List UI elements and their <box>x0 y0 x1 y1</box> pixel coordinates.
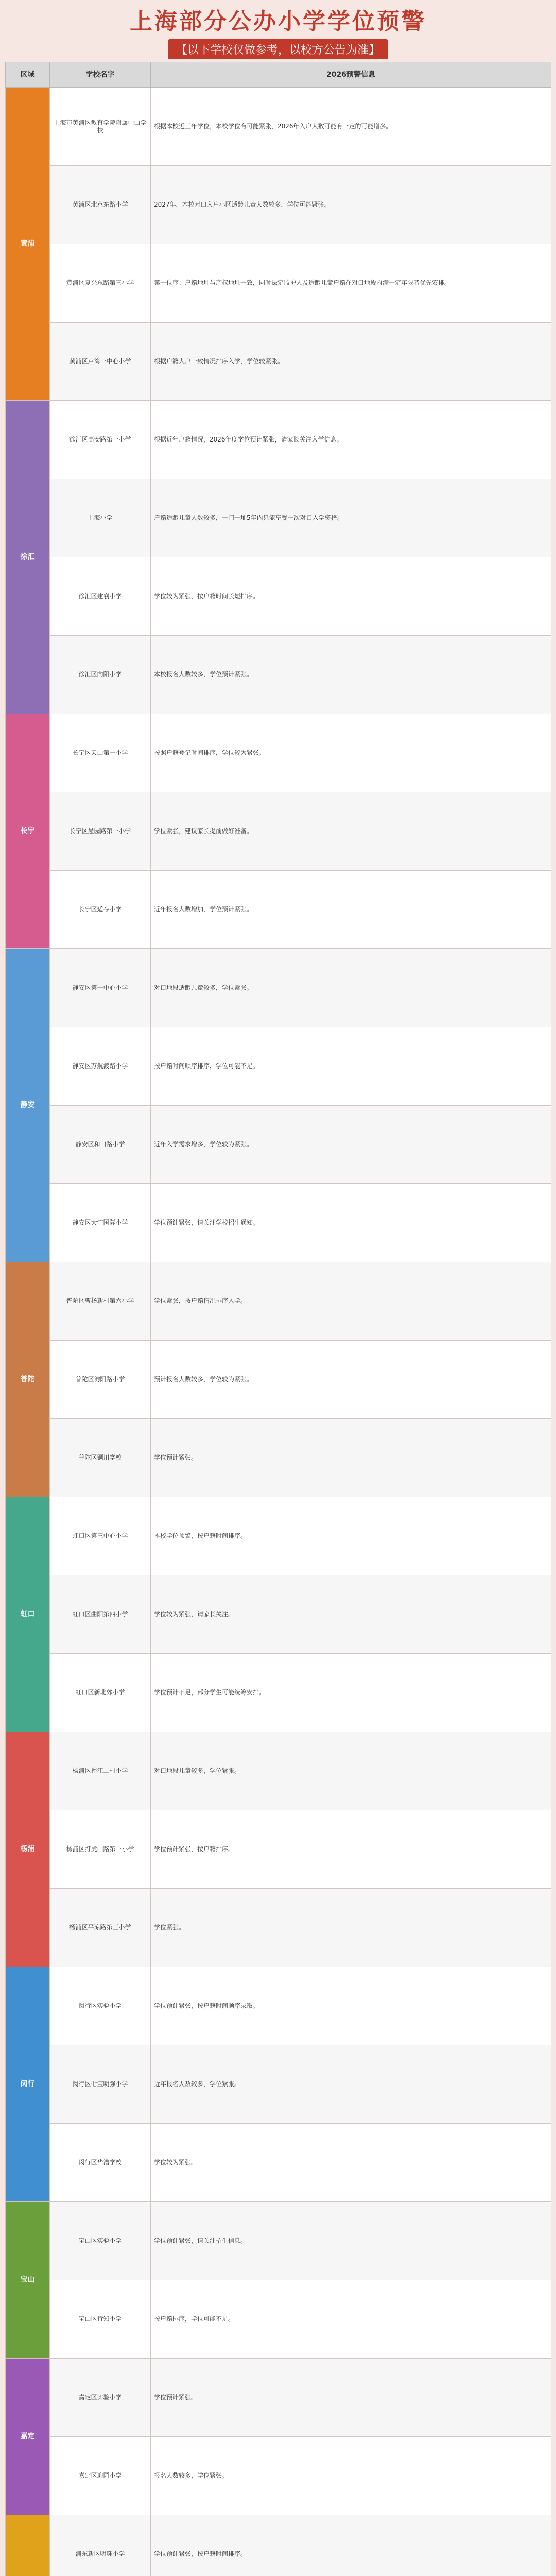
school-name-cell: 虹口区第三中心小学 <box>50 1497 151 1575</box>
school-name-cell: 嘉定区实验小学 <box>50 2359 151 2437</box>
warning-info-cell: 根据户籍人户一致情况排序入学，学位较紧张。 <box>151 323 551 401</box>
school-name-cell: 静安区和田路小学 <box>50 1106 151 1184</box>
table-row <box>6 166 551 244</box>
school-name-cell: 普陀区铜川学校 <box>50 1419 151 1497</box>
district-cell: 宝山 <box>6 2202 50 2359</box>
district-cell: 普陀 <box>6 1262 50 1497</box>
warning-info-cell: 近年入学需求增多，学位较为紧张。 <box>151 1106 551 1184</box>
table-row <box>6 1575 551 1654</box>
table-row <box>6 1654 551 1732</box>
school-name-cell: 上海市黄浦区教育学院附属中山学校 <box>50 88 151 166</box>
table-row <box>6 2124 551 2202</box>
table-row <box>6 1027 551 1106</box>
table-row <box>6 636 551 714</box>
warning-info-cell: 报名人数较多，学位紧张。 <box>151 2437 551 2515</box>
table-row <box>6 1341 551 1419</box>
district-cell: 徐汇 <box>6 401 50 714</box>
district-cell <box>6 2515 50 2576</box>
warning-info-cell: 2027年，本校对口入户小区适龄儿童人数较多，学位可能紧张。 <box>151 166 551 244</box>
header-info: 2026预警信息 <box>151 62 551 88</box>
table-row <box>6 1732 551 1810</box>
table-row <box>6 1419 551 1497</box>
table-row <box>6 1262 551 1341</box>
school-name-cell: 虹口区新北郊小学 <box>50 1654 151 1732</box>
school-name-cell: 上海小学 <box>50 479 151 557</box>
warning-info-cell: 学位紧张。 <box>151 1889 551 1967</box>
table-row <box>6 1967 551 2045</box>
school-name-cell: 长宁区天山第一小学 <box>50 714 151 792</box>
school-name-cell: 虹口区曲阳第四小学 <box>50 1575 151 1654</box>
warning-info-cell: 根据本校近三年学位，本校学位有可能紧张，2026年入户人数可能有一定的可能增多。 <box>151 88 551 166</box>
warning-info-cell: 预计报名人数较多，学位较为紧张。 <box>151 1341 551 1419</box>
page-title: 上海部分公办小学学位预警 <box>130 8 426 35</box>
warning-info-cell: 学位预计紧张，按户籍时间顺序录取。 <box>151 1967 551 2045</box>
table-row <box>6 1184 551 1262</box>
table-row <box>6 1106 551 1184</box>
school-name-cell: 嘉定区迎园小学 <box>50 2437 151 2515</box>
warning-info-cell: 学位较为紧张，按户籍时间长短排序。 <box>151 557 551 636</box>
warning-info-cell: 第一位序：户籍地址与产权地址一致，同时法定监护人及适龄儿童户籍在对口地段内满一定年限者优先安排。 <box>151 244 551 323</box>
warning-info-cell: 近年报名人数较多，学位紧张。 <box>151 2045 551 2124</box>
table-row <box>6 1497 551 1575</box>
school-name-cell: 浦东新区明珠小学 <box>50 2515 151 2576</box>
warning-info-cell: 对口地段儿童较多，学位紧张。 <box>151 1732 551 1810</box>
warning-info-cell: 学位预计紧张，按户籍时间排序。 <box>151 2515 551 2576</box>
table-row <box>6 244 551 323</box>
district-cell: 长宁 <box>6 714 50 949</box>
page-header <box>0 0 556 62</box>
warning-info-cell: 户籍适龄儿童人数较多，一门一址5年内只能享受一次对口入学资格。 <box>151 479 551 557</box>
school-name-cell: 杨浦区控江二村小学 <box>50 1732 151 1810</box>
header-district: 区域 <box>6 62 50 88</box>
table-row <box>6 949 551 1027</box>
school-name-cell: 闵行区华漕学校 <box>50 2124 151 2202</box>
warning-info-cell: 本校报名人数较多，学位预计紧张。 <box>151 636 551 714</box>
warning-info-cell: 学位预计紧张。 <box>151 1419 551 1497</box>
warning-info-cell: 学位较为紧张。 <box>151 2124 551 2202</box>
table-body <box>6 88 551 2576</box>
district-cell: 黄浦 <box>6 88 50 401</box>
warning-info-cell: 按户籍时间顺序排序，学位可能不足。 <box>151 1027 551 1106</box>
page-subtitle: 【以下学校仅做参考，以校方公告为准】 <box>168 39 388 59</box>
warning-info-cell: 学位预计紧张，请关注学校招生通知。 <box>151 1184 551 1262</box>
school-name-cell: 黄浦区北京东路小学 <box>50 166 151 244</box>
warning-info-cell: 本校学位预警，按户籍时间排序。 <box>151 1497 551 1575</box>
school-name-cell: 普陀区洵阳路小学 <box>50 1341 151 1419</box>
school-table <box>5 62 551 2576</box>
warning-info-cell: 学位较为紧张，请家长关注。 <box>151 1575 551 1654</box>
warning-info-cell: 学位预计不足，部分学生可能统筹安排。 <box>151 1654 551 1732</box>
warning-info-cell: 学位预计紧张，按户籍排序。 <box>151 1810 551 1889</box>
district-cell: 杨浦 <box>6 1732 50 1967</box>
table-row <box>6 401 551 479</box>
table-row <box>6 2515 551 2576</box>
school-name-cell: 黄浦区复兴东路第三小学 <box>50 244 151 323</box>
table-row <box>6 1810 551 1889</box>
district-cell: 嘉定 <box>6 2359 50 2515</box>
school-name-cell: 闵行区实验小学 <box>50 1967 151 2045</box>
school-name-cell: 杨浦区打虎山路第一小学 <box>50 1810 151 1889</box>
school-name-cell: 静安区第一中心小学 <box>50 949 151 1027</box>
school-name-cell: 长宁区适存小学 <box>50 871 151 949</box>
warning-info-cell: 近年报名人数增加，学位预计紧张。 <box>151 871 551 949</box>
table-row <box>6 2280 551 2359</box>
warning-info-cell: 学位预计紧张。 <box>151 2359 551 2437</box>
table-row <box>6 479 551 557</box>
warning-info-cell: 根据近年户籍情况，2026年度学位预计紧张，请家长关注入学信息。 <box>151 401 551 479</box>
warning-info-cell: 学位紧张，按户籍情况排序入学。 <box>151 1262 551 1341</box>
school-name-cell: 静安区大宁国际小学 <box>50 1184 151 1262</box>
table-row <box>6 792 551 871</box>
district-cell: 虹口 <box>6 1497 50 1732</box>
school-name-cell: 闵行区七宝明强小学 <box>50 2045 151 2124</box>
warning-info-cell: 学位紧张，建议家长提前做好准备。 <box>151 792 551 871</box>
table-row <box>6 2045 551 2124</box>
school-name-cell: 宝山区行知小学 <box>50 2280 151 2359</box>
table-header-row <box>6 62 551 88</box>
school-name-cell: 长宁区愚园路第一小学 <box>50 792 151 871</box>
warning-info-cell: 学位预计紧张，请关注招生信息。 <box>151 2202 551 2280</box>
warning-info-cell: 对口地段适龄儿童较多，学位紧张。 <box>151 949 551 1027</box>
table-row <box>6 714 551 792</box>
table-row <box>6 871 551 949</box>
table-row <box>6 2359 551 2437</box>
district-cell: 闵行 <box>6 1967 50 2202</box>
district-cell: 静安 <box>6 949 50 1262</box>
school-name-cell: 杨浦区平凉路第三小学 <box>50 1889 151 1967</box>
table-row <box>6 1889 551 1967</box>
school-name-cell: 徐汇区建襄小学 <box>50 557 151 636</box>
header-school: 学校名字 <box>50 62 151 88</box>
school-name-cell: 普陀区曹杨新村第六小学 <box>50 1262 151 1341</box>
school-name-cell: 静安区万航渡路小学 <box>50 1027 151 1106</box>
school-name-cell: 徐汇区高安路第一小学 <box>50 401 151 479</box>
warning-info-cell: 按照户籍登记时间排序，学位较为紧张。 <box>151 714 551 792</box>
table-row <box>6 557 551 636</box>
table-row <box>6 2202 551 2280</box>
warning-info-cell: 按户籍排序，学位可能不足。 <box>151 2280 551 2359</box>
school-name-cell: 宝山区实验小学 <box>50 2202 151 2280</box>
table-row <box>6 88 551 166</box>
school-name-cell: 黄浦区卢湾一中心小学 <box>50 323 151 401</box>
table-row <box>6 2437 551 2515</box>
table-row <box>6 323 551 401</box>
school-name-cell: 徐汇区向阳小学 <box>50 636 151 714</box>
